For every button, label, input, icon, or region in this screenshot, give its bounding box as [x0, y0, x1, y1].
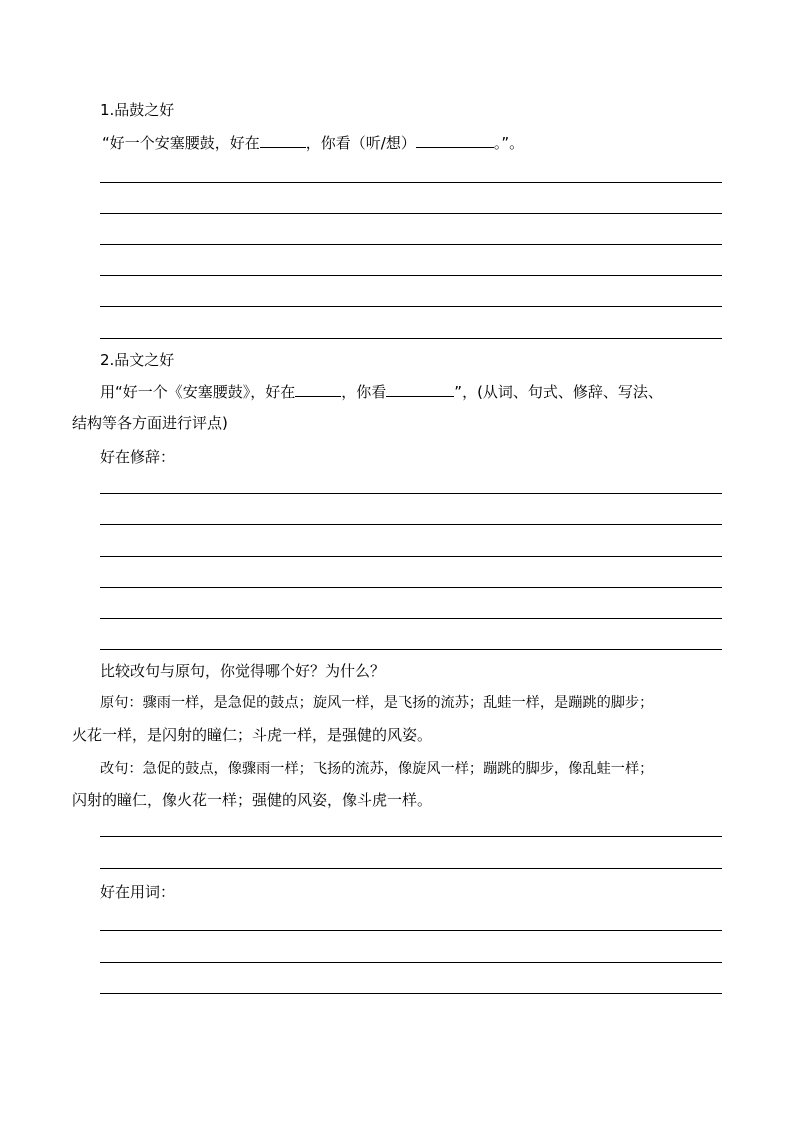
section2-prompt-continued: 结构等各方面进行评点): [72, 414, 228, 432]
section1-heading: 1.品鼓之好: [100, 101, 175, 119]
section2-heading: 2.品文之好: [100, 351, 175, 369]
section2-prompt-part-b: ，你看: [341, 383, 387, 401]
answer-line[interactable]: [100, 868, 722, 869]
answer-line[interactable]: [100, 338, 722, 339]
answer-line[interactable]: [100, 275, 722, 276]
section1-prompt-part-c: 。”。: [493, 134, 525, 152]
section1-prompt: [102, 133, 524, 153]
answer-line[interactable]: [100, 618, 722, 619]
revised-sentence-line1: 改句：急促的鼓点，像骤雨一样；飞扬的流苏，像旋风一样；蹦跳的脚步，像乱蛙一样；: [100, 761, 654, 777]
answer-line[interactable]: [100, 524, 722, 525]
section2-prompt-part-c: ”，(从词、句式、修辞、写法、: [454, 383, 663, 401]
answer-blank-good-in[interactable]: [295, 382, 341, 397]
answer-line[interactable]: [100, 649, 722, 650]
answer-line[interactable]: [100, 182, 722, 183]
answer-line[interactable]: [100, 962, 722, 963]
revised-sentence-line2: 闪射的瞳仁，像火花一样；强健的风姿，像斗虎一样。: [72, 791, 433, 809]
answer-line[interactable]: [100, 930, 722, 931]
section2-prompt: [100, 382, 663, 402]
answer-line[interactable]: [100, 213, 722, 214]
answer-blank-you-see[interactable]: [416, 133, 494, 148]
original-sentence-line2: 火花一样，是闪射的瞳仁；斗虎一样，是强健的风姿。: [72, 726, 433, 744]
wording-label: 好在用词：: [100, 883, 176, 901]
answer-blank-you-see[interactable]: [386, 382, 454, 397]
answer-line[interactable]: [100, 493, 722, 494]
section1-prompt-part-b: ，你看（听/想）: [305, 134, 416, 152]
answer-line[interactable]: [100, 306, 722, 307]
answer-line[interactable]: [100, 556, 722, 557]
answer-line[interactable]: [100, 244, 722, 245]
section2-prompt-part-a: 用“好一个《安塞腰鼓》，好在: [100, 383, 296, 401]
rhetoric-label: 好在修辞：: [100, 448, 176, 466]
answer-line[interactable]: [100, 836, 722, 837]
answer-blank-good-in[interactable]: [260, 133, 306, 148]
section1-prompt-part-a: “好一个安塞腰鼓，好在: [102, 134, 260, 152]
compare-question: 比较改句与原句，你觉得哪个好？为什么？: [100, 662, 386, 680]
answer-line[interactable]: [100, 993, 722, 994]
answer-line[interactable]: [100, 587, 722, 588]
original-sentence-line1: 原句：骤雨一样，是急促的鼓点；旋风一样，是飞扬的流苏；乱蛙一样，是蹦跳的脚步；: [100, 695, 654, 711]
